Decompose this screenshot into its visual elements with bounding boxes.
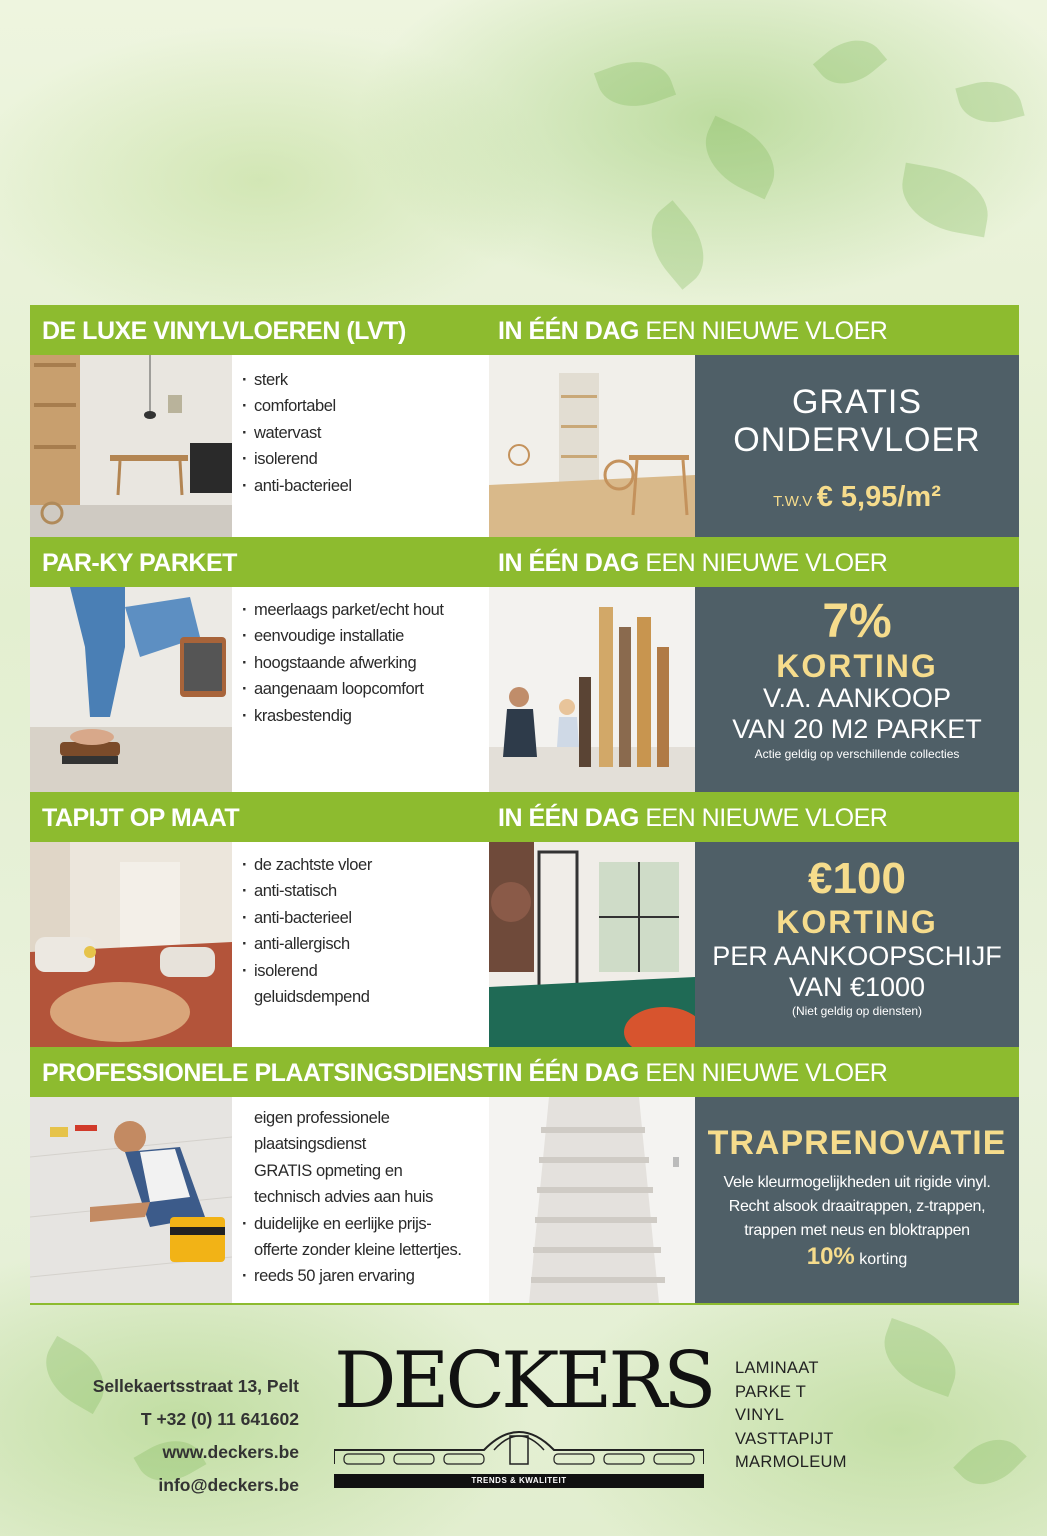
offer-note: (Niet geldig op diensten) xyxy=(791,1004,923,1018)
phone: T +32 (0) 11 641602 xyxy=(140,1409,299,1429)
brand-tagline: TRENDS & KWALITEIT xyxy=(334,1474,704,1488)
panel-divider xyxy=(30,1303,1019,1305)
slogan: IN ÉÉN DAG EEN NIEUWE VLOER xyxy=(498,317,888,345)
storefront-logo-icon xyxy=(334,1418,704,1474)
offer-title: TRAPRENOVATIE xyxy=(707,1124,1007,1162)
photo-stairs xyxy=(489,1097,695,1303)
feature-item: · reeds 50 jaren ervaring xyxy=(242,1263,489,1289)
photo-parket-brush xyxy=(30,587,232,792)
section-row-tapijt xyxy=(30,842,1019,1047)
feature-item: · anti-bacterieel xyxy=(242,905,489,931)
offer-korting: KORTING xyxy=(776,904,938,940)
photo-tapijt-living xyxy=(30,842,232,1047)
features-vinyl xyxy=(232,355,489,537)
offer-line-1: V.A. AANKOOP xyxy=(762,683,952,713)
feature-item: · sterk xyxy=(242,367,489,393)
offer-percent: 10% xyxy=(806,1243,855,1270)
feature-item: · anti-bacterieel xyxy=(242,473,489,499)
product-list xyxy=(735,1357,847,1475)
offer-tapijt xyxy=(695,842,1019,1047)
feature-item: GRATIS opmeting en xyxy=(254,1161,403,1180)
offer-line-1: GRATIS xyxy=(791,383,923,421)
photo-vinyl-room xyxy=(489,355,695,537)
feature-item: technisch advies aan huis xyxy=(254,1188,433,1207)
contact-block xyxy=(93,1370,299,1502)
product-item: LAMINAAT xyxy=(735,1359,819,1377)
section-title: PROFESSIONELE PLAATSINGSDIENST xyxy=(42,1059,498,1087)
offer-line-2: VAN 20 M2 PARKET xyxy=(732,714,982,744)
feature-item: · watervast xyxy=(242,420,489,446)
offer-prefix: T.W.V xyxy=(773,493,813,510)
offer-line-2: ONDERVLOER xyxy=(733,421,981,459)
feature-item: geluidsdempend xyxy=(254,988,370,1007)
feature-item: eigen professionele xyxy=(254,1109,390,1127)
offer-percent-label: korting xyxy=(859,1251,908,1268)
offer-traprenovatie xyxy=(695,1097,1019,1303)
features-parket xyxy=(232,587,489,792)
offer-amount: €100 xyxy=(808,854,906,903)
offer-note: Actie geldig op verschillende collecties xyxy=(754,747,960,761)
feature-item: · meerlaags parket/echt hout xyxy=(242,597,489,623)
features-plaatsing xyxy=(232,1097,489,1303)
section-header-plaatsing xyxy=(30,1047,1019,1097)
section-header-parket xyxy=(30,537,1019,587)
feature-item: · comfortabel xyxy=(242,393,489,419)
slogan: IN ÉÉN DAG EEN NIEUWE VLOER xyxy=(498,549,888,577)
section-header-tapijt xyxy=(30,792,1019,842)
photo-tapijt-room xyxy=(489,842,695,1047)
offer-vinyl xyxy=(695,355,1019,537)
offer-korting: KORTING xyxy=(776,648,938,684)
feature-item: plaatsingsdienst xyxy=(254,1135,366,1154)
offer-line-1: Vele kleurmogelijkheden uit rigide vinyl. xyxy=(723,1174,991,1191)
photo-parket-planks xyxy=(489,587,695,792)
section-title: PAR-KY PARKET xyxy=(42,549,237,577)
photo-vinyl-dining xyxy=(30,355,232,537)
offer-line-3: trappen met neus en bloktrappen xyxy=(744,1222,970,1239)
offer-percent: 7% xyxy=(822,595,892,648)
slogan: IN ÉÉN DAG EEN NIEUWE VLOER xyxy=(498,1059,888,1087)
feature-item: offerte zonder kleine lettertjes. xyxy=(254,1241,462,1260)
section-row-plaatsing xyxy=(30,1097,1019,1303)
product-item: MARMOLEUM xyxy=(735,1453,847,1471)
photo-installer xyxy=(30,1097,232,1303)
email-link[interactable]: info@deckers.be xyxy=(158,1475,299,1495)
features-tapijt xyxy=(232,842,489,1047)
feature-item: · anti-statisch xyxy=(242,878,489,904)
offer-line-2: Recht alsook draaitrappen, z-trappen, xyxy=(728,1198,986,1215)
website-link[interactable]: www.deckers.be xyxy=(162,1442,299,1462)
section-row-parket xyxy=(30,587,1019,792)
section-title: DE LUXE VINYLVLOEREN (LVT) xyxy=(42,317,406,345)
feature-item: · isolerend xyxy=(242,446,489,472)
product-item: VINYL xyxy=(735,1406,785,1424)
feature-item: · krasbestendig xyxy=(242,703,489,729)
slogan: IN ÉÉN DAG EEN NIEUWE VLOER xyxy=(498,804,888,832)
brand-name: DECKERS xyxy=(334,1336,713,1426)
section-header-vinyl xyxy=(30,305,1019,355)
feature-item: · eenvoudige installatie xyxy=(242,623,489,649)
offer-line-2: VAN €1000 xyxy=(788,972,926,1002)
product-item: VASTTAPIJT xyxy=(735,1429,834,1448)
feature-item: · hoogstaande afwerking xyxy=(242,650,489,676)
offers-panel xyxy=(30,305,1019,1303)
feature-item: · isolerend xyxy=(242,958,489,984)
feature-item: · de zachtste vloer xyxy=(242,852,489,878)
offer-price: € 5,95/m² xyxy=(816,481,941,513)
offer-parket xyxy=(695,587,1019,792)
address: Sellekaertsstraat 13, Pelt xyxy=(92,1376,299,1396)
feature-item: · aangenaam loopcomfort xyxy=(242,676,489,702)
offer-line-1: PER AANKOOPSCHIJF xyxy=(712,941,1002,971)
feature-item: · anti-allergisch xyxy=(242,931,489,957)
feature-item: · duidelijke en eerlijke prijs- xyxy=(242,1211,489,1237)
product-item: PARKE T xyxy=(735,1382,807,1401)
section-row-vinyl xyxy=(30,355,1019,537)
section-title: TAPIJT OP MAAT xyxy=(42,804,240,832)
